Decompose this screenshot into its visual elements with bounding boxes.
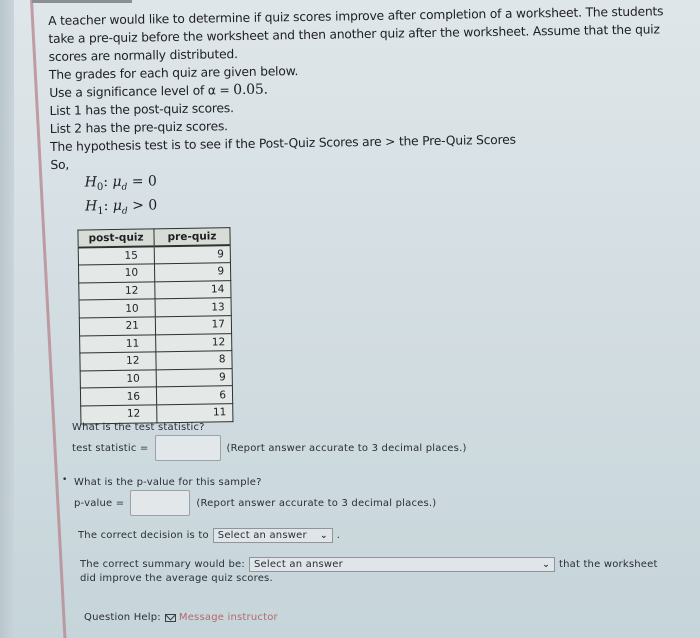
post-quiz-cell: 10	[78, 264, 154, 283]
pre-quiz-cell: 9	[154, 263, 230, 282]
alpha-prefix: Use a significance level of α =	[49, 83, 234, 100]
summary-section	[80, 557, 658, 584]
test-statistic-hint: (Report answer accurate to 3 decimal places.)	[226, 442, 467, 454]
decision-select-value: Select an answer	[217, 530, 307, 541]
post-quiz-cell: 21	[79, 317, 155, 336]
decision-prefix: The correct decision is to	[78, 530, 209, 541]
post-quiz-cell: 11	[80, 334, 156, 353]
so-line: So,	[50, 157, 70, 172]
question-content	[48, 2, 694, 425]
pre-quiz-cell: 6	[156, 386, 232, 405]
table-row	[81, 404, 233, 424]
post-quiz-cell: 10	[79, 299, 155, 318]
summary-row	[80, 557, 658, 572]
null-hypothesis: $H_0$: $\mu_d = 0$	[84, 173, 158, 194]
test-statistic-question: What is the test statistic?	[72, 422, 205, 433]
p-value-section	[62, 475, 437, 516]
hypothesis-line: The hypothesis test is to see if the Post-Quiz Scores are > the Pre-Quiz Scores	[50, 132, 516, 154]
post-quiz-cell: 12	[81, 405, 157, 424]
mail-icon	[165, 614, 176, 622]
pre-quiz-cell: 8	[156, 351, 232, 370]
alternative-hypothesis: $H_1$: $\mu_d > 0$	[84, 197, 158, 217]
header-pre-quiz: pre-quiz	[154, 227, 230, 246]
list1-line: List 1 has the post-quiz scores.	[49, 101, 234, 118]
intro-line: The grades for each quiz are given below.	[48, 64, 299, 82]
summary-select[interactable]	[249, 557, 555, 572]
list2-line: List 2 has the pre-quiz scores.	[49, 119, 228, 136]
decision-section	[78, 528, 340, 543]
intro-line: scores are normally distributed.	[48, 47, 238, 64]
pre-quiz-cell: 11	[157, 404, 233, 423]
post-quiz-cell: 12	[80, 352, 156, 371]
question-help	[84, 612, 278, 623]
alpha-value: 0.05.	[233, 81, 268, 99]
pre-quiz-cell: 12	[156, 333, 232, 352]
intro-line: take a pre-quiz before the worksheet and then another quiz after the worksheet. Assume that the quiz	[48, 22, 660, 46]
summary-suffix: that the worksheet	[558, 559, 658, 570]
top-tab-edge	[32, 0, 132, 3]
post-quiz-cell: 15	[78, 246, 154, 265]
decision-select[interactable]	[213, 528, 333, 543]
scores-table	[77, 227, 233, 424]
pre-quiz-cell: 9	[156, 368, 232, 387]
pre-quiz-cell: 14	[155, 280, 231, 299]
p-value-row	[74, 490, 436, 516]
test-statistic-row	[72, 435, 467, 461]
post-quiz-cell: 10	[80, 370, 156, 389]
test-statistic-section	[72, 422, 467, 461]
header-post-quiz: post-quiz	[78, 228, 154, 247]
summary-prefix: The correct summary would be:	[80, 559, 245, 570]
p-value-label: p-value =	[74, 497, 125, 509]
window-left-edge	[0, 0, 14, 638]
p-value-hint: (Report answer accurate to 3 decimal places.)	[196, 497, 437, 509]
p-value-input[interactable]	[130, 490, 190, 516]
summary-select-value: Select an answer	[253, 559, 343, 570]
chevron-down-icon: ⌄	[542, 559, 550, 570]
chevron-down-icon: ⌄	[320, 530, 328, 541]
summary-continuation: did improve the average quiz scores.	[80, 573, 273, 584]
test-statistic-label: test statistic =	[72, 442, 149, 454]
pre-quiz-cell: 9	[154, 245, 230, 264]
question-help-label: Question Help:	[84, 612, 161, 623]
decision-suffix: .	[336, 530, 341, 541]
table-header-row	[78, 227, 230, 247]
bullet-mark: •	[62, 475, 68, 485]
pre-quiz-cell: 13	[155, 298, 231, 317]
post-quiz-cell: 12	[79, 282, 155, 301]
intro-line: A teacher would like to determine if quiz scores improve after completion of a worksheet. The students	[48, 4, 664, 28]
test-statistic-input[interactable]	[155, 435, 221, 461]
post-quiz-cell: 16	[80, 387, 156, 406]
message-instructor-link[interactable]: Message instructor	[178, 612, 278, 623]
p-value-question: What is the p-value for this sample?	[74, 477, 262, 488]
pre-quiz-cell: 17	[155, 316, 231, 335]
problem-statement	[48, 2, 690, 174]
